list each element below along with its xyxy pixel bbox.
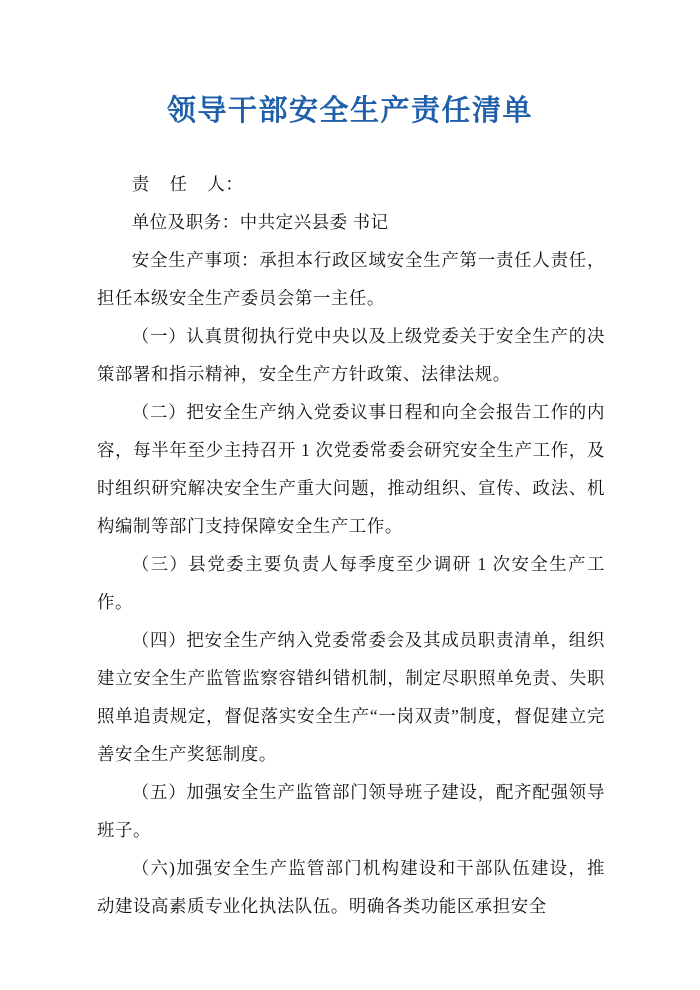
field-unit-and-position: 单位及职务：中共定兴县委 书记 (131, 212, 389, 232)
paragraph-safety-matters: 安全生产事项：承担本行政区域安全生产第一责任人责任，担任本级安全生产委员会第一主任。 (97, 250, 605, 308)
paragraph-item-3: （三）县党委主要负责人每季度至少调研 1 次安全生产工作。 (97, 554, 605, 612)
paragraph-item-4: （四）把安全生产纳入党委常委会及其成员职责清单，组织建立安全生产监管监察容错纠错机制，制定尽职照单免责、失职照单追责规定，督促落实安全生产“一岗双责”制度，督促建立完善安全生产奖惩制度。 (97, 630, 605, 764)
document-body (97, 165, 605, 925)
page-title: 领导干部安全生产责任清单 (166, 93, 533, 127)
paragraph-item-2: （二）把安全生产纳入党委议事日程和向全会报告工作的内容，每半年至少主持召开 1 次党委常委会研究安全生产工作，及时组织研究解决安全生产重大问题，推动组织、宣传、政法、机构编制等部门支持保障安全生产工作。 (97, 402, 605, 536)
field-responsible-person: 责 任 人： (131, 174, 244, 194)
paragraph-item-6: （六)加强安全生产监管部门机构建设和干部队伍建设，推动建设高素质专业化执法队伍。明确各类功能区承担安全 (97, 858, 605, 916)
paragraph-item-1: （一）认真贯彻执行党中央以及上级党委关于安全生产的决策部署和指示精神，安全生产方针政策、法律法规。 (97, 326, 605, 384)
paragraph-item-5: （五）加强安全生产监管部门领导班子建设，配齐配强领导班子。 (97, 782, 605, 840)
